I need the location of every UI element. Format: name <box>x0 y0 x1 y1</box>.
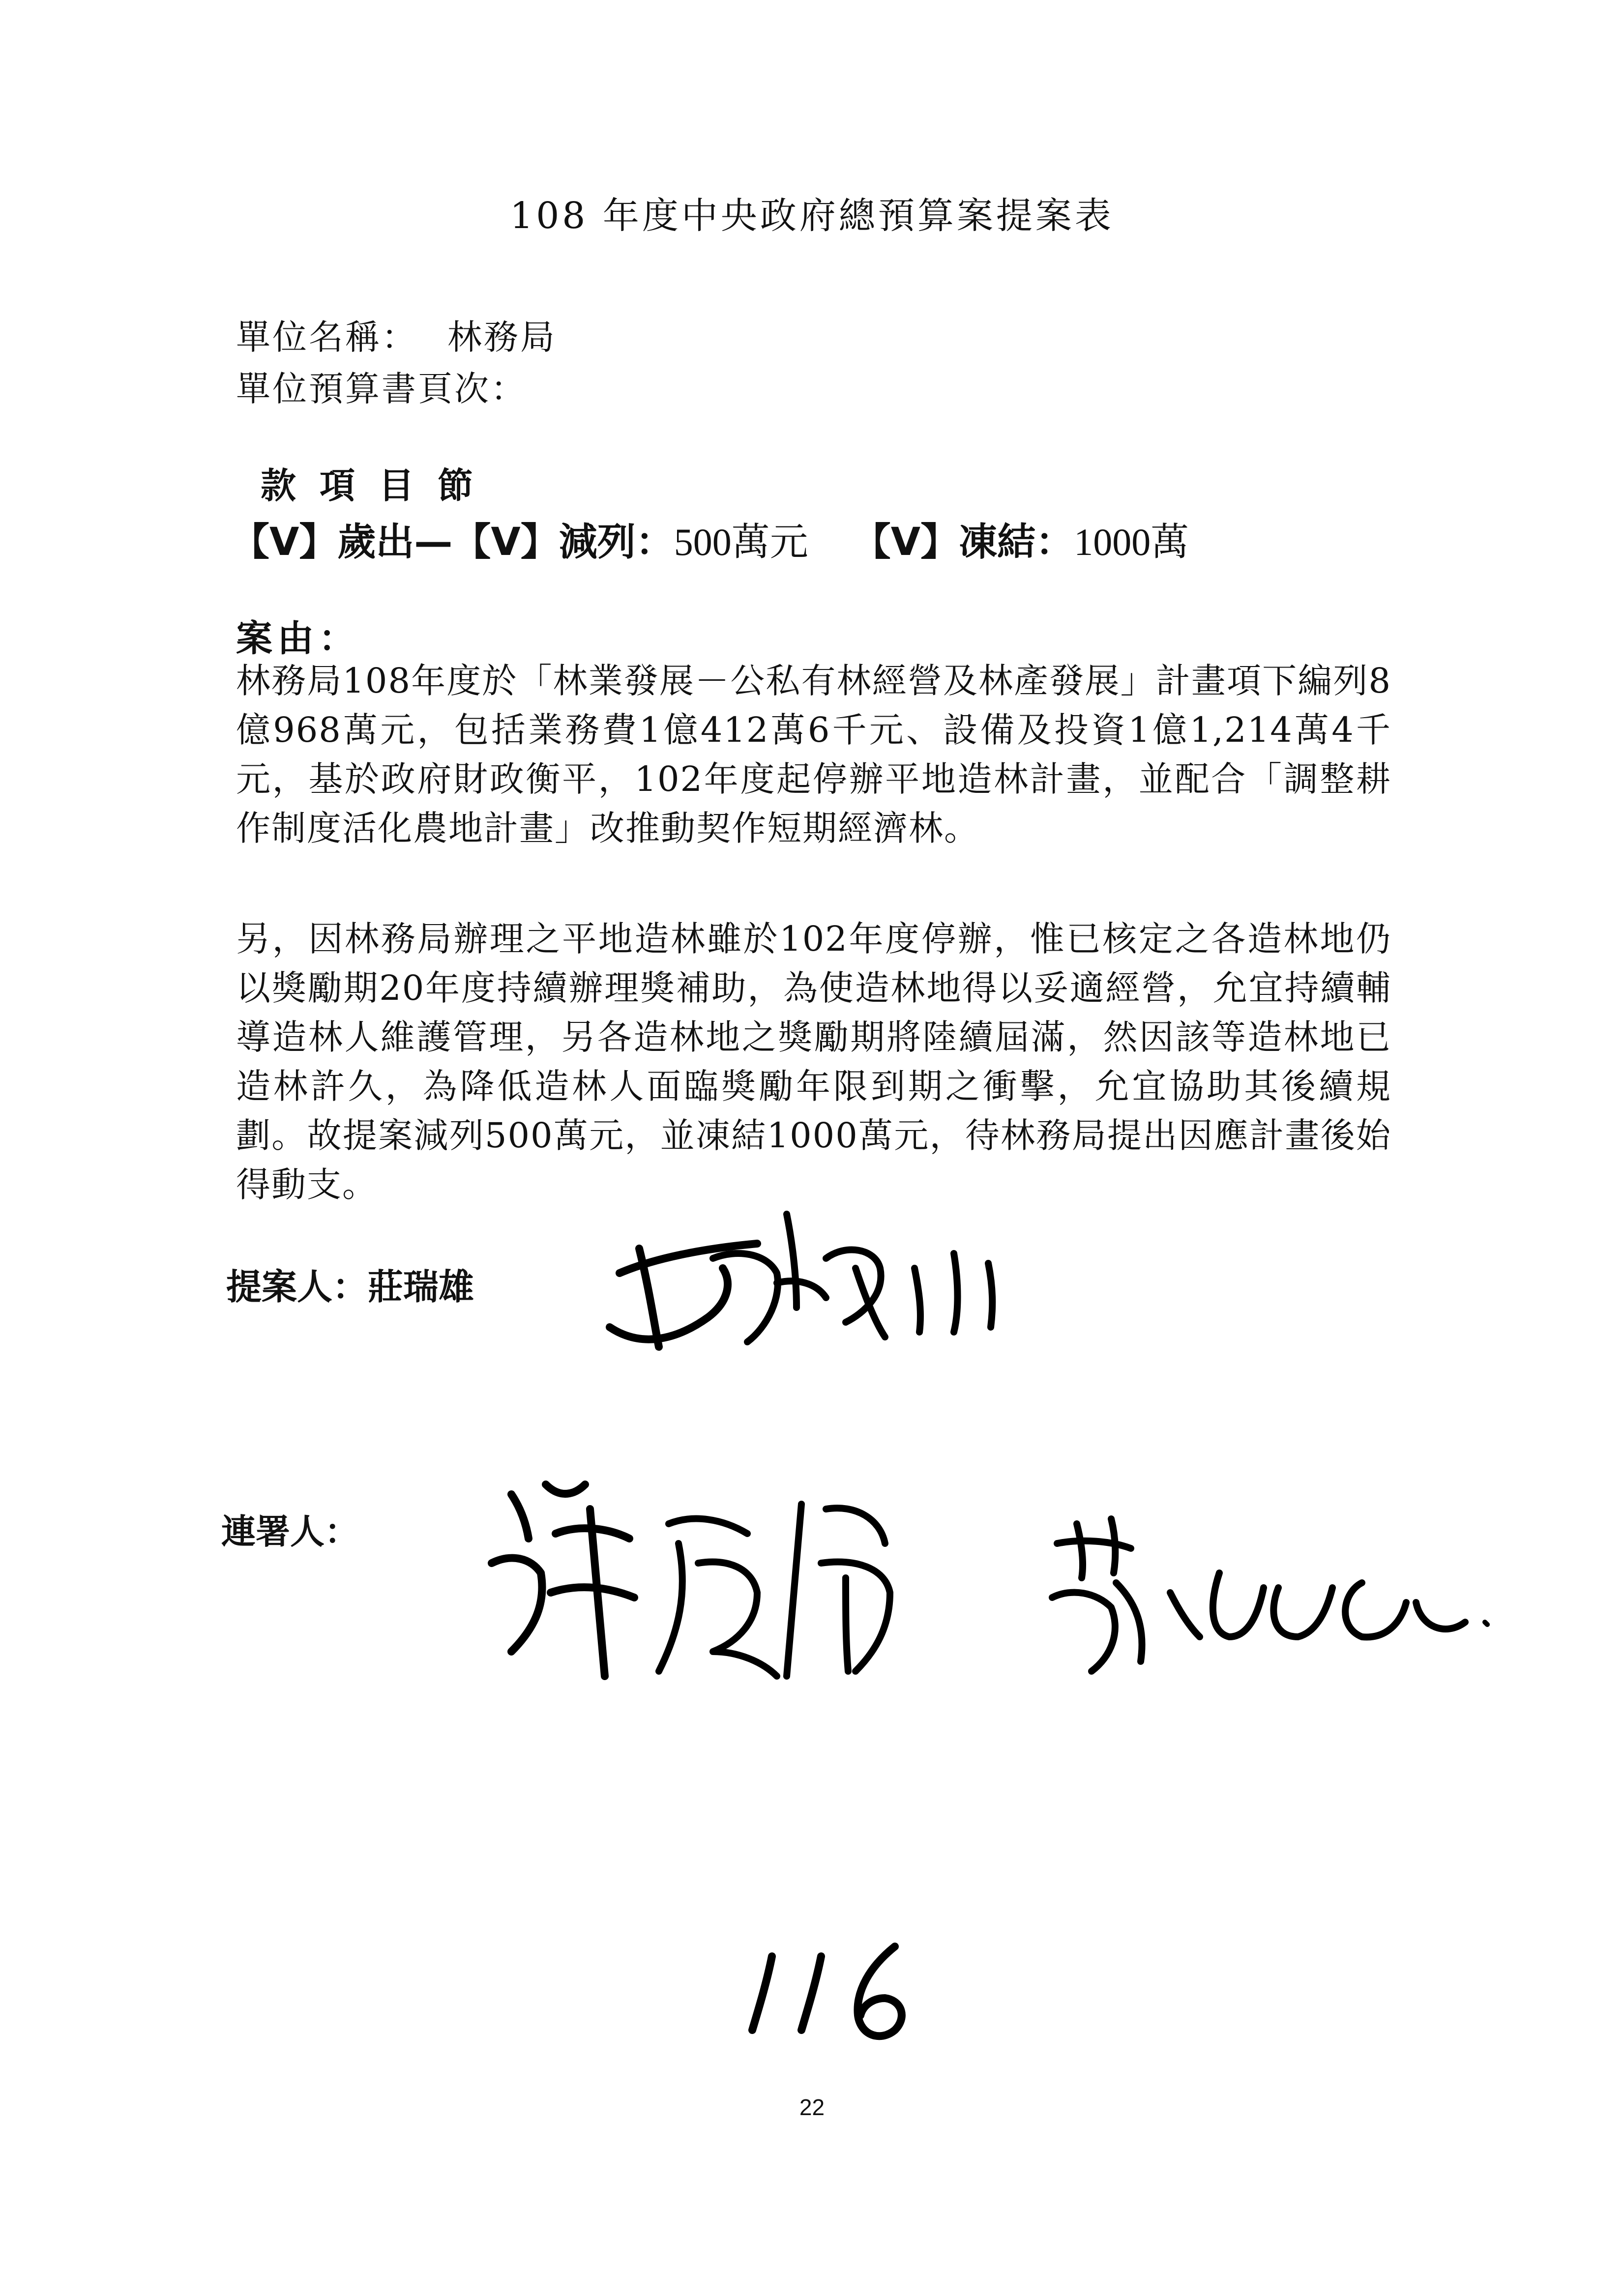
reduce-amount: 500萬元 <box>674 521 808 563</box>
handwritten-number-116 <box>738 1937 934 2045</box>
proposer-signature <box>580 1199 1047 1386</box>
unit-page-row <box>236 361 527 411</box>
checkbox-mark-freeze: 【V】 <box>852 520 959 564</box>
freeze-amount: 1000萬 <box>1074 521 1189 563</box>
unit-name-label: 單位名稱： <box>236 317 418 357</box>
item-expenditure: 歲出— <box>337 520 453 564</box>
cosigner-signature-1 <box>482 1465 924 1701</box>
proposer-label: 提案人： <box>226 1266 368 1308</box>
page-number: 22 <box>799 2094 825 2120</box>
checkbox-mark-expenditure: 【V】 <box>231 520 338 564</box>
item-freeze: 凍結： <box>959 520 1074 564</box>
unit-name-row <box>236 310 557 359</box>
checkbox-mark-reduce: 【V】 <box>452 520 559 564</box>
document-title: 108 年度中央政府總預算案提案表 <box>510 195 1114 237</box>
cosigner-label: 連署人： <box>221 1511 359 1552</box>
unit-page-label: 單位預算書頁次： <box>236 369 527 409</box>
proposer-row <box>226 1258 474 1309</box>
section-heading: 款項目節 <box>261 465 497 506</box>
reason-paragraph-1: 林務局108年度於「林業發展－公私有林經營及林產發展」計畫項下編列8億968萬元，包括業務費1億412萬6千元、設備及投資1億1,214萬4千元，基於政府財政衡平，102年度起停辦平地造林計畫，並配合「調整耕作制度活化農地計畫」改推動契作短期經濟林。 <box>236 661 1391 848</box>
item-reduce: 減列： <box>559 520 674 564</box>
reason-label: 案由： <box>236 617 360 660</box>
unit-name-value: 林務局 <box>447 317 557 357</box>
reason-paragraph-2: 另，因林務局辦理之平地造林雖於102年度停辦，惟已核定之各造林地仍以獎勵期20年度持續辦理獎補助，為使造林地得以妥適經營，允宜持續輔導造林人維護管理，另各造林地之獎勵期將陸續屆滿，然因該等造林地已造林許久，為降低造林人面臨獎勵年限到期之衝擊，允宜協助其後續規劃。故提案減列500萬元，並凍結1000萬元，待林務局提出因應計畫後始得動支。 <box>236 919 1391 1205</box>
budget-items-row <box>231 511 1189 566</box>
proposer-name: 莊瑞雄 <box>368 1266 474 1308</box>
cosigner-signature-2 <box>1042 1514 1505 1691</box>
